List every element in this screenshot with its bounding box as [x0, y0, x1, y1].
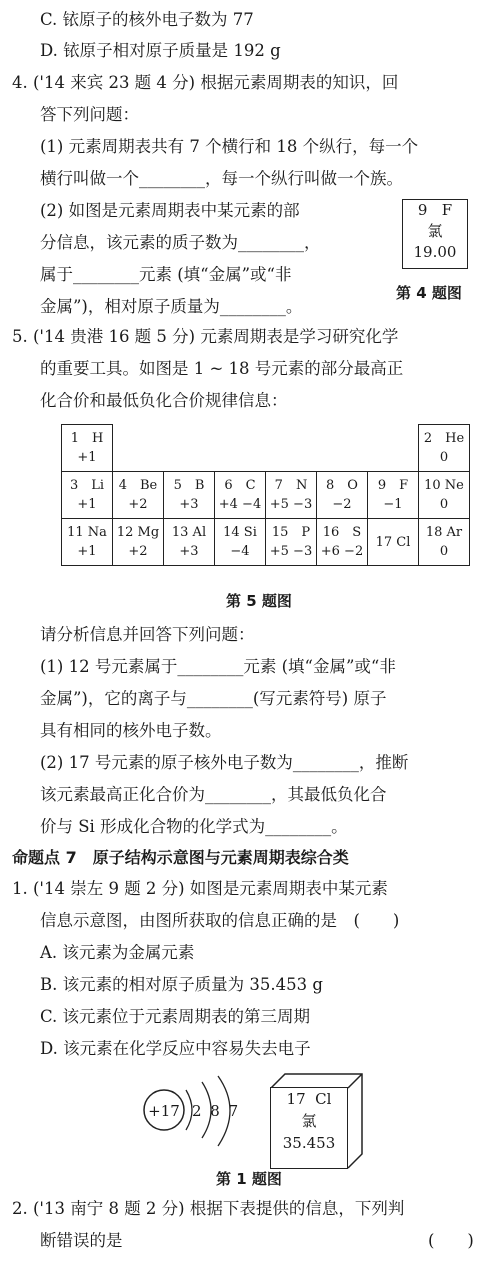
s1-option-a: A. 该元素为金属元素: [40, 943, 195, 962]
fig4-element-card: [402, 199, 468, 269]
q5-part1b: 金属”)，它的离子与________(写元素符号) 原子: [40, 689, 387, 708]
fig4-caption: 第 4 题图: [396, 284, 462, 302]
cell-p: 15 P +5 −3: [266, 519, 317, 566]
s2-head: 2. ('13 南宁 8 题 2 分) 根据下表提供的信息，下列判: [12, 1199, 405, 1218]
q4-part2b: 分信息，该元素的质子数为________，: [40, 233, 321, 252]
s1-line2: 信息示意图，由图所获取的信息正确的是 ( ): [40, 911, 400, 930]
q5-part2b: 该元素最高正化合价为________，其最低负化合: [40, 785, 387, 804]
q4-part2a: (2) 如图是元素周期表中某元素的部: [40, 201, 300, 220]
fig5-caption: 第 5 题图: [226, 592, 292, 610]
q4-part2c: 属于________元素 (填“金属”或“非: [40, 265, 292, 284]
q4-part2d: 金属”)，相对原子质量为________。: [40, 297, 303, 316]
q5-part1a: (1) 12 号元素属于________元素 (填“金属”或“非: [40, 657, 396, 676]
cell-ar: 18 Ar 0: [419, 519, 470, 566]
s1-head: 1. ('14 崇左 9 题 2 分) 如图是元素周期表中某元素: [12, 879, 388, 898]
cell-c: 6 C +4 −4: [215, 472, 266, 519]
q4-line2: 答下列问题：: [40, 105, 139, 124]
s1-option-c: C. 该元素位于元素周期表的第三周期: [40, 1007, 311, 1026]
q5-ask: 请分析信息并回答下列问题：: [40, 625, 255, 644]
nucleus-charge: +17: [148, 1102, 180, 1120]
cell-o: 8 O −2: [317, 472, 368, 519]
cell-h: 1 H +1: [62, 425, 113, 472]
s2-line2: 断错误的是: [40, 1231, 123, 1250]
cell-cl: 17 Cl: [368, 519, 419, 566]
fig4-symbol: F: [441, 201, 453, 219]
cell-s: 16 S +6 −2: [317, 519, 368, 566]
q4-part1b: 横行叫做一个________，每一个纵行叫做一个族。: [40, 169, 403, 188]
s2-answer-paren: ( ): [428, 1231, 474, 1250]
cell-n: 7 N +5 −3: [266, 472, 317, 519]
cell-na: 11 Na +1: [62, 519, 113, 566]
line-d: D. 铱原子相对原子质量是 192 g: [40, 41, 281, 60]
section-7-heading: 命题点 7 原子结构示意图与元素周期表综合类: [12, 848, 349, 867]
fig1-name: 氯: [301, 1112, 317, 1130]
fig1-caption: 第 1 题图: [216, 1170, 282, 1188]
cell-f: 9 F −1: [368, 472, 419, 519]
q5-part1c: 具有相同的核外电子数。: [40, 721, 222, 740]
s1-option-d: D. 该元素在化学反应中容易失去电子: [40, 1039, 311, 1058]
cell-si: 14 Si −4: [215, 519, 266, 566]
cell-be: 4 Be +2: [113, 472, 164, 519]
q5-head: 5. ('14 贵港 16 题 5 分) 元素周期表是学习研究化学: [12, 327, 399, 346]
cell-al: 13 Al +3: [164, 519, 215, 566]
q5-part2c: 价与 Si 形成化合物的化学式为________。: [40, 817, 348, 836]
q4-head: 4. ('14 来宾 23 题 4 分) 根据元素周期表的知识，回: [12, 73, 399, 92]
periodic-table-fig5: [61, 424, 470, 566]
s1-option-b: B. 该元素的相对原子质量为 35.453 g: [40, 975, 323, 994]
fig4-mass: 19.00: [413, 243, 457, 261]
cell-li: 3 Li +1: [62, 472, 113, 519]
q5-part2a: (2) 17 号元素的原子核外电子数为________，推断: [40, 753, 409, 772]
cell-b: 5 B +3: [164, 472, 215, 519]
cell-he: 2 He 0: [419, 425, 470, 472]
electron-counts: 2 8 7: [192, 1102, 241, 1120]
atom-structure-diagram: [136, 1072, 266, 1154]
cell-mg: 12 Mg +2: [113, 519, 164, 566]
q4-part1a: (1) 元素周期表共有 7 个横行和 18 个纵行，每一个: [40, 137, 419, 156]
line-c: C. 铱原子的核外电子数为 77: [40, 10, 254, 29]
fig4-number: 9: [417, 201, 428, 219]
cell-ne: 10 Ne 0: [419, 472, 470, 519]
fig1-mass: 35.453: [282, 1134, 336, 1152]
fig1-symbol: Cl: [315, 1090, 332, 1108]
q5-line2: 的重要工具。如图是 1 ~ 18 号元素的部分最高正: [40, 359, 404, 378]
fig4-name: 氯: [427, 222, 443, 240]
q5-line3: 化合价和最低负化合价规律信息：: [40, 391, 288, 410]
fig1-number: 17: [286, 1090, 306, 1108]
